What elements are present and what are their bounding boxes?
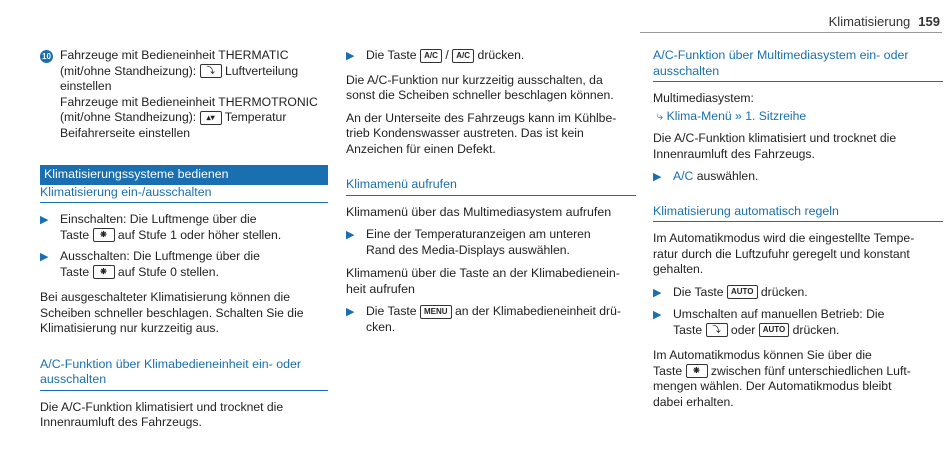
text: Scheiben schneller beschlagen. Schalten Sie die	[40, 305, 304, 320]
text: Temperatur	[224, 110, 287, 124]
text: Die Taste	[673, 284, 724, 299]
mm-label: Multimediasystem:	[653, 91, 754, 105]
text: dabei erhalten.	[653, 394, 734, 409]
path-arrow-icon: ⤷	[653, 108, 664, 123]
step-arrow-icon: ▶	[346, 306, 355, 318]
air-distribution-key-icon: ⤵	[200, 64, 222, 78]
text: auf Stufe 0 stellen.	[117, 264, 219, 279]
step-arrow-icon: ▶	[40, 251, 49, 263]
heading-ac-unit	[40, 357, 328, 391]
ac-key-icon: A/C	[420, 49, 442, 63]
text: Taste	[673, 322, 703, 337]
text: Bei ausgeschalteter Klimatisierung können die	[40, 290, 290, 304]
text: zwischen fünf unterschiedlichen Luft-	[710, 363, 911, 378]
text: ausschalten	[653, 63, 720, 78]
text: An der Unterseite des Fahrzeugs kann im Kühlbe-	[346, 110, 617, 125]
text-line: Beifahrerseite einstellen	[60, 125, 191, 140]
text: auf Stufe 1 oder höher stellen.	[117, 227, 282, 242]
short-note	[346, 73, 636, 104]
text: drücken.	[477, 48, 525, 62]
text: heit aufrufen	[346, 281, 415, 296]
temperature-key-icon: ▴▾	[200, 111, 222, 125]
text-line: Fahrzeuge mit Bedieneinheit THERMATIC	[60, 48, 289, 62]
double-chevron-icon: »	[735, 108, 742, 123]
note	[40, 290, 328, 337]
item-10	[40, 48, 328, 141]
label: Einschalten:	[60, 212, 127, 226]
page-header	[829, 14, 940, 29]
heading-onoff: Klimatisierung ein-/ausschalten	[40, 185, 328, 204]
text: /	[445, 48, 449, 62]
text-line: Fahrzeuge mit Bedieneinheit THERMOTRONIC	[60, 94, 318, 109]
step-select-ac	[653, 169, 943, 186]
section-bar: Klimatisierungssysteme bedienen	[40, 165, 328, 185]
step-arrow-icon: ▶	[346, 50, 355, 62]
text: A/C-Funktion über Klimabedieneinheit ein- oder	[40, 356, 302, 371]
text: Taste	[60, 264, 90, 279]
text: ausschalten	[40, 372, 107, 386]
text: Die A/C-Funktion klimatisiert und trocknet die	[40, 399, 284, 414]
text: Die Luftmenge über die	[133, 249, 260, 263]
text: Die	[866, 307, 885, 321]
menu-key-icon: MENU	[420, 305, 452, 319]
step-arrow-icon: ▶	[40, 214, 49, 226]
text: Im Automatikmodus können Sie über die	[653, 348, 872, 362]
text: cken.	[366, 319, 396, 334]
text: gehalten.	[653, 262, 704, 276]
text: Klimatisierung nur kurzzeitig aus.	[40, 321, 219, 335]
column-3	[653, 48, 943, 417]
desc	[653, 131, 943, 162]
air-distribution-key-icon: ⤵	[706, 323, 728, 337]
step-key-menu	[346, 304, 636, 335]
text: auswählen.	[696, 169, 759, 183]
text: Luftverteilung	[224, 63, 299, 78]
heading-key	[346, 266, 636, 297]
label: Ausschalten:	[60, 249, 130, 263]
text: Klima-Menü	[666, 108, 732, 123]
text: Die Taste	[366, 304, 417, 318]
text: Taste	[653, 363, 683, 378]
fan-key-icon: ❋	[93, 265, 115, 279]
fan-key-icon: ❋	[93, 228, 115, 242]
step-on	[40, 212, 328, 243]
text: (mit/ohne Standheizung):	[60, 63, 197, 78]
text: ratur durch die Luftzufuhr geregelt und konstant	[653, 246, 910, 261]
auto-desc	[653, 231, 943, 278]
text-line	[60, 64, 318, 80]
header-title: Klimatisierung	[828, 14, 911, 29]
text: Die A/C-Funktion klimatisiert und trocknet die	[653, 131, 897, 145]
text: Die Taste	[366, 48, 417, 62]
text: Die Luftmenge über die	[129, 212, 257, 226]
label: Umschalten auf manuellen Betrieb:	[673, 307, 863, 321]
step-manual	[653, 307, 943, 338]
ac-description	[40, 400, 328, 431]
heading-ac-mm	[653, 48, 943, 82]
step-press-auto	[653, 285, 943, 302]
step-arrow-icon: ▶	[653, 286, 662, 299]
text: Rand des Media-Displays auswählen.	[366, 242, 570, 257]
text: Anzeichen für einen Defekt.	[346, 141, 496, 156]
step-mm	[346, 227, 636, 258]
heading-auto: Klimatisierung automatisch regeln	[653, 204, 943, 223]
text: drücken.	[792, 322, 840, 337]
text: Die A/C-Funktion nur kurzzeitig ausschalten, da	[346, 72, 603, 87]
item-number: 10	[40, 50, 53, 63]
step-press-ac	[346, 48, 636, 65]
text: Taste	[60, 227, 90, 242]
text: Innenraumluft des Fahrzeugs.	[40, 415, 202, 429]
ac-rest-key-icon: A/C	[452, 49, 474, 63]
step-off	[40, 249, 328, 280]
text: Innenraumluft des Fahrzeugs.	[653, 146, 815, 161]
text: A/C-Funktion über Multimediasystem ein- oder	[653, 48, 909, 62]
auto-key-icon: AUTO	[759, 323, 790, 337]
text: oder	[730, 322, 756, 337]
text: Eine der Temperaturanzeigen am unteren	[366, 227, 591, 241]
text: Klimamenü über die Taste an der Klimabedienein-	[346, 266, 620, 280]
text: mengen wählen. Der Automatikmodus bleibt	[653, 379, 892, 393]
text: an der Klimabedieneinheit drü-	[454, 304, 621, 318]
text: (mit/ohne Standheizung):	[60, 110, 197, 124]
fan-note	[653, 348, 943, 410]
menu-path	[653, 109, 943, 125]
step-arrow-icon: ▶	[653, 309, 662, 321]
step-arrow-icon: ▶	[346, 229, 355, 241]
column-2	[346, 48, 636, 341]
page-number: 159	[918, 14, 940, 29]
text-line	[60, 110, 318, 126]
column-1	[40, 48, 328, 438]
step-arrow-icon: ▶	[653, 171, 662, 183]
text-line: einstellen	[60, 79, 112, 93]
text: A/C	[673, 169, 694, 183]
auto-key-icon: AUTO	[727, 285, 758, 299]
text: drücken.	[760, 284, 808, 299]
heading-menu: Klimamenü aufrufen	[346, 177, 636, 196]
text: 1. Sitzreihe	[745, 108, 807, 123]
fan-key-icon: ❋	[686, 364, 708, 378]
text: Im Automatikmodus wird die eingestellte Tempe-	[653, 231, 915, 245]
text: sonst die Scheiben schneller beschlagen können.	[346, 88, 614, 102]
header-rule	[640, 32, 942, 33]
text: trieb Kondenswasser austreten. Das ist kein	[346, 126, 584, 140]
condensation-note	[346, 111, 636, 158]
heading-mm: Klimamenü über das Multimediasystem aufrufen	[346, 204, 612, 219]
